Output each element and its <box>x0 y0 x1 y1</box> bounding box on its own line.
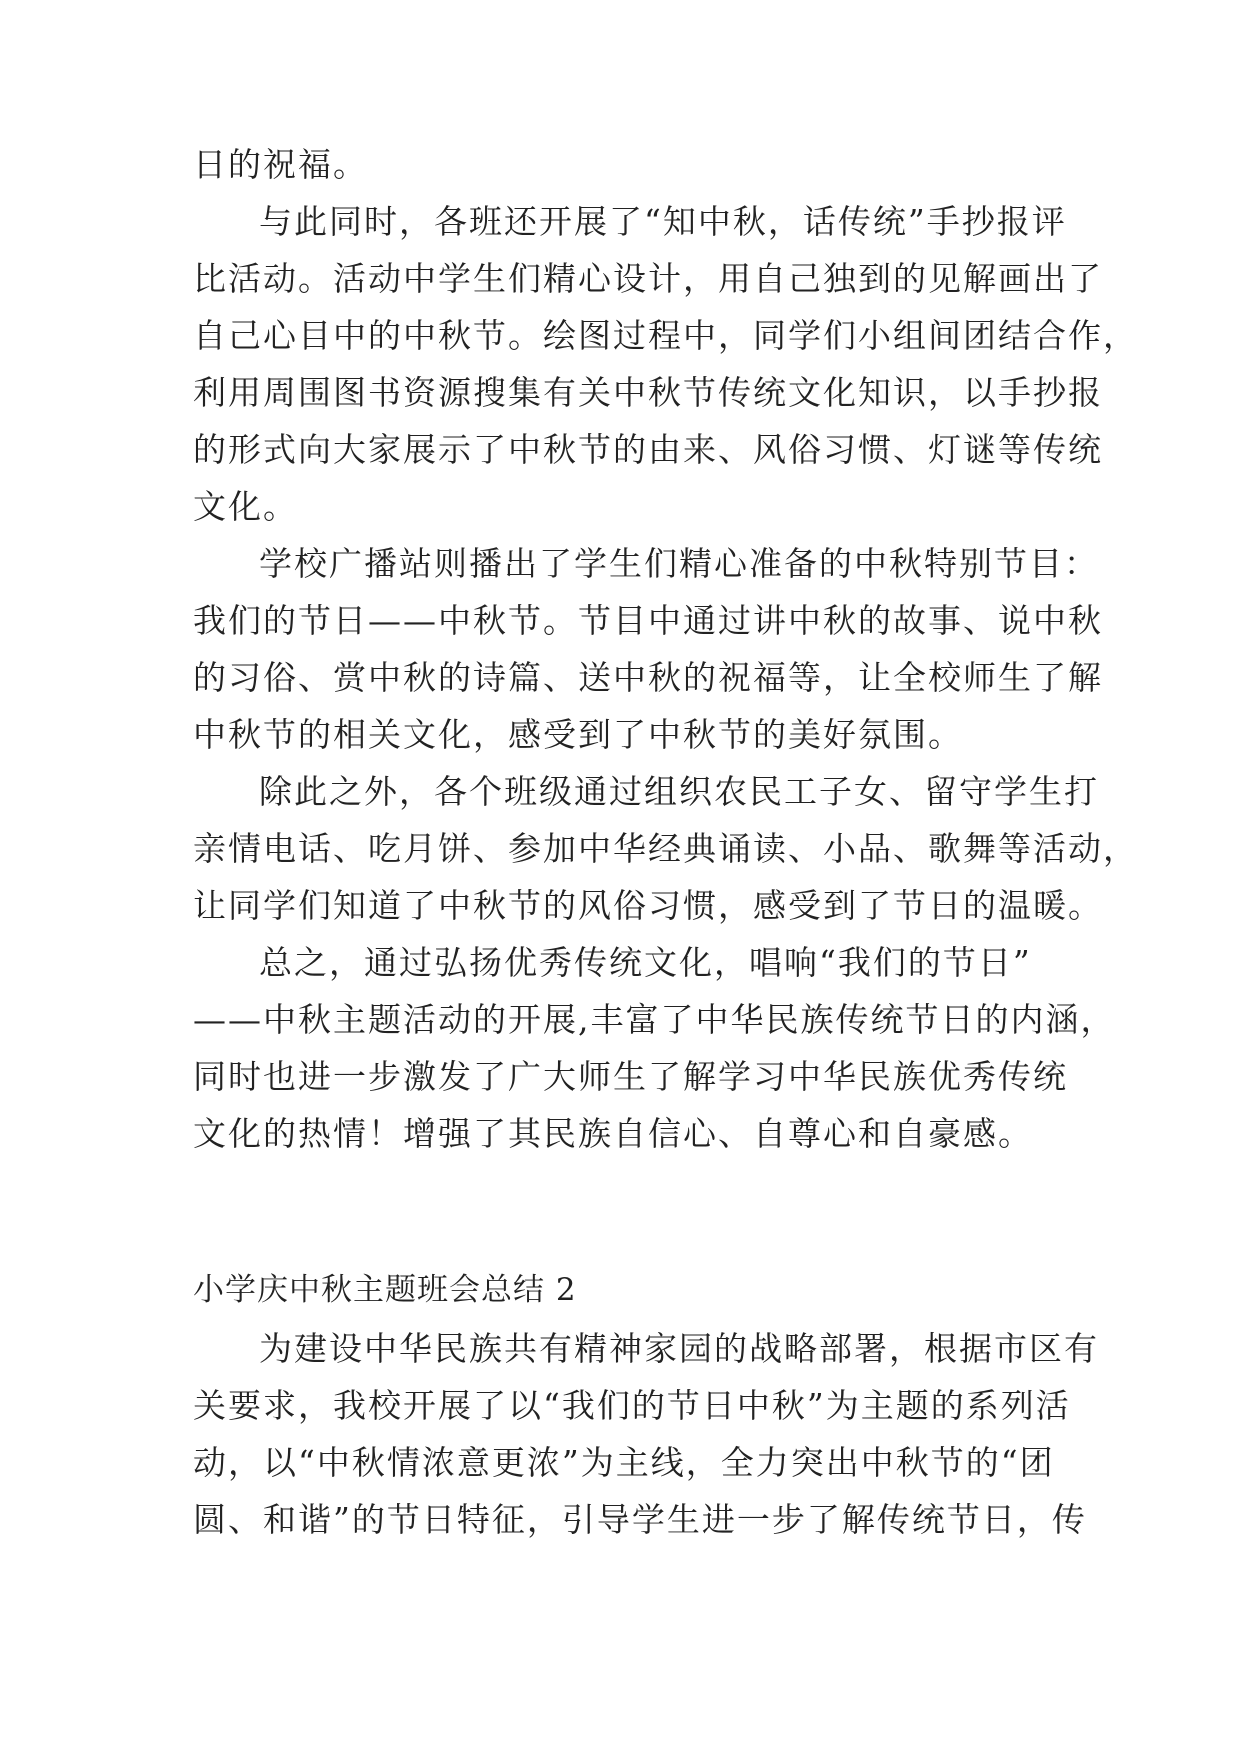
text-line: 日的祝福。 <box>193 145 368 184</box>
text-line: 让同学们知道了中秋节的风俗习惯，感受到了节日的温暖。 <box>193 886 1103 925</box>
text-line: 关要求，我校开展了以“我们的节日中秋”为主题的系列活 <box>193 1386 1071 1425</box>
body-text-section-1 <box>193 136 1138 1162</box>
text-line: 的习俗、赏中秋的诗篇、送中秋的祝福等，让全校师生了解 <box>193 658 1103 697</box>
paragraph-start-line: 与此同时，各班还开展了“知中秋，话传统”手抄报评 <box>259 202 1067 241</box>
text-line: 利用周围图书资源搜集有关中秋节传统文化知识，以手抄报 <box>193 373 1103 412</box>
text-line: 的形式向大家展示了中秋节的由来、风俗习惯、灯谜等传统 <box>193 430 1103 469</box>
text-line: 自己心目中的中秋节。绘图过程中，同学们小组间团结合作， <box>193 316 1138 355</box>
text-line: 我们的节日——中秋节。节目中通过讲中秋的故事、说中秋 <box>193 601 1103 640</box>
text-line: 动，以“中秋情浓意更浓”为主线，全力突出中秋节的“团 <box>193 1443 1055 1482</box>
text-line: 中秋节的相关文化，感受到了中秋节的美好氛围。 <box>193 715 963 754</box>
text-line: 亲情电话、吃月饼、参加中华经典诵读、小品、歌舞等活动， <box>193 829 1138 868</box>
text-line: 比活动。活动中学生们精心设计，用自己独到的见解画出了 <box>193 259 1103 298</box>
paragraph-start-line: 学校广播站则播出了学生们精心准备的中秋特别节目： <box>259 544 1099 583</box>
body-text-section-2 <box>193 1320 1099 1548</box>
text-line: 文化。 <box>193 487 298 526</box>
text-line: 文化的热情！增强了其民族自信心、自尊心和自豪感。 <box>193 1114 1033 1153</box>
paragraph-start-line: 为建设中华民族共有精神家园的战略部署，根据市区有 <box>259 1329 1099 1368</box>
text-line: 同时也进一步激发了广大师生了解学习中华民族优秀传统 <box>193 1057 1068 1096</box>
text-line: ——中秋主题活动的开展,丰富了中华民族传统节日的内涵， <box>193 1000 1116 1039</box>
paragraph-start-line: 除此之外，各个班级通过组织农民工子女、留守学生打 <box>259 772 1099 811</box>
text-line: 圆、和谐”的节日特征，引导学生进一步了解传统节日，传 <box>193 1500 1087 1539</box>
paragraph-start-line: 总之，通过弘扬优秀传统文化，唱响“我们的节日” <box>259 943 1032 982</box>
section-heading: 小学庆中秋主题班会总结 2 <box>193 1272 577 1308</box>
